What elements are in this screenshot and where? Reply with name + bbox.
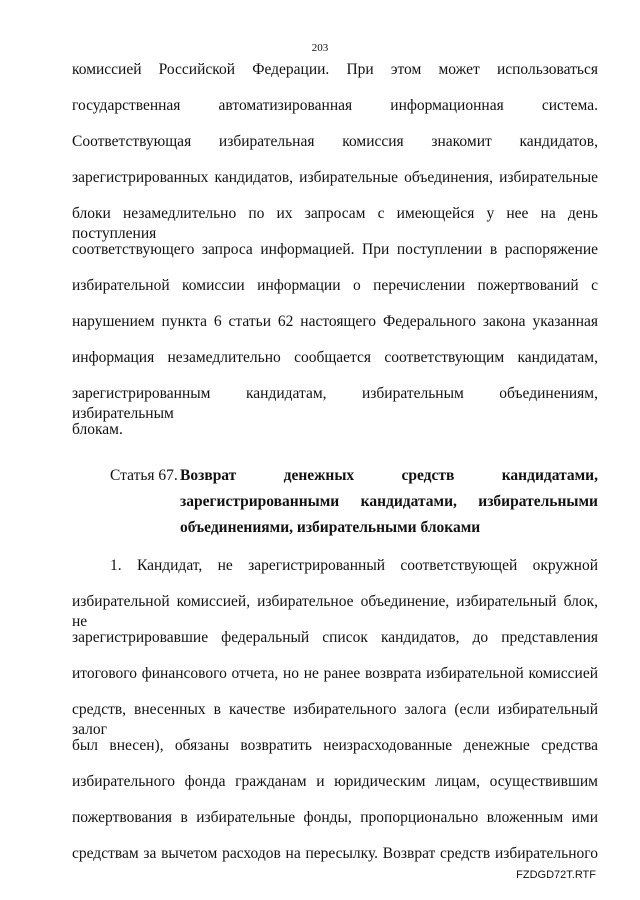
text-line: 1. Кандидат, не зарегистрированный соответствующей окружной — [110, 557, 598, 574]
article-title-line: зарегистрированными кандидатами, избирательными — [180, 493, 598, 510]
text-line: избирательного фонда гражданам и юридическим лицам, осуществившим — [72, 773, 598, 790]
text-line: средств, внесенных в качестве избирательного залога (если избирательный залог — [72, 701, 598, 738]
text-line: комиссией Российской Федерации. При этом может использоваться — [72, 61, 598, 78]
text-line: блоки незамедлительно по их запросам с имеющейся у нее на день поступления — [72, 205, 598, 242]
text-line: государственная автоматизированная информационная система. — [72, 97, 598, 114]
text-line: итогового финансового отчета, но не ранее возврата избирательной комиссией — [72, 665, 598, 682]
article-title-line: Возврат денежных средств кандидатами, — [180, 467, 598, 484]
article-title-line: объединениями, избирательными блоками — [180, 519, 481, 536]
text-line: пожертвования в избирательные фонды, пропорционально вложенным ими — [72, 809, 598, 826]
page-number: 203 — [311, 42, 329, 54]
text-line: средствам за вычетом расходов на пересылку. Возврат средств избирательного — [72, 845, 598, 862]
text-line: соответствующего запроса информацией. При поступлении в распоряжение — [72, 241, 598, 258]
text-line: Соответствующая избирательная комиссия знакомит кандидатов, — [72, 133, 598, 150]
text-line: блокам. — [72, 421, 123, 438]
text-line: зарегистрировавшие федеральный список кандидатов, до представления — [72, 629, 598, 646]
text-line: нарушением пункта 6 статьи 62 настоящего Федерального закона указанная — [72, 313, 598, 330]
text-line: избирательной комиссией, избирательное объединение, избирательный блок, не — [72, 593, 598, 630]
text-line: был внесен), обязаны возвратить неизрасходованные денежные средства — [72, 737, 598, 754]
text-line: информация незамедлительно сообщается соответствующим кандидатам, — [72, 349, 598, 366]
text-line: избирательной комиссии информации о перечислении пожертвований с — [72, 277, 598, 294]
file-name-footer: FZDGD72T.RTF — [516, 869, 596, 881]
text-line: зарегистрированных кандидатов, избирательные объединения, избирательные — [72, 169, 598, 186]
text-line: зарегистрированным кандидатам, избирательным объединениям, избирательным — [72, 385, 598, 422]
article-label: Статья 67. — [110, 467, 178, 484]
